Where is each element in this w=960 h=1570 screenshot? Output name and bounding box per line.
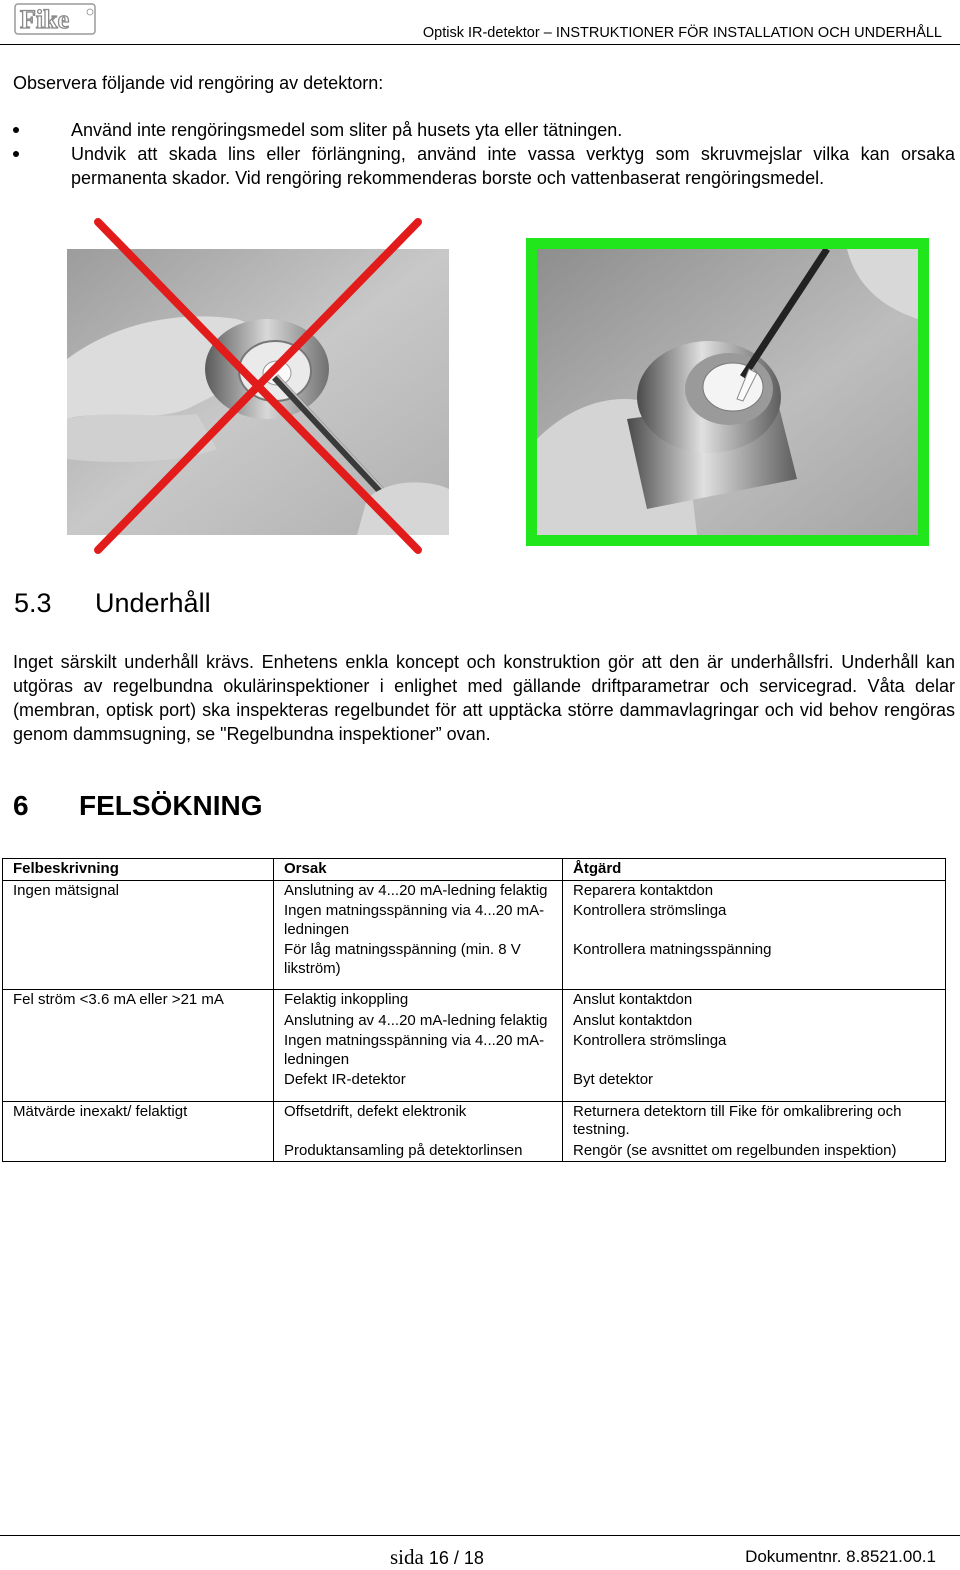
table-cell: Anslutning av 4...20 mA-ledning felaktig [274, 1011, 563, 1032]
table-group-spacer [3, 1091, 946, 1102]
table-group-spacer [3, 979, 946, 990]
table-cell: För låg matningsspänning (min. 8 V likström) [274, 940, 563, 979]
column-header: Felbeskrivning [3, 859, 274, 881]
bullet-icon [13, 127, 19, 133]
table-cell [3, 901, 274, 940]
table-row [3, 1011, 946, 1032]
table-cell: Mätvärde inexakt/ felaktigt [3, 1101, 274, 1141]
header-divider [0, 44, 960, 45]
footer-divider [0, 1535, 960, 1536]
column-header: Åtgärd [563, 859, 946, 881]
svg-text:Fike: Fike [20, 5, 70, 34]
section-5-3-heading [14, 588, 211, 619]
table-cell: Reparera kontaktdon [563, 880, 946, 901]
bullet-icon [13, 151, 19, 157]
page-separator: / [453, 1548, 459, 1568]
header-title: Optisk IR-detektor – INSTRUKTIONER FÖR INSTALLATION OCH UNDERHÅLL [422, 25, 942, 41]
table-header-row [3, 859, 946, 881]
page-indicator [390, 1545, 484, 1570]
table-cell: Ingen matningsspänning via 4...20 mA-ledningen [274, 1031, 563, 1070]
table-cell: Kontrollera strömslinga [563, 901, 946, 940]
section-title: Underhåll [95, 588, 211, 618]
table-row [3, 1141, 946, 1162]
section-6-heading [13, 790, 263, 822]
table-cell: Rengör (se avsnittet om regelbunden inspektion) [563, 1141, 946, 1162]
total-pages: 18 [463, 1548, 484, 1568]
bullet-text: Undvik att skada lins eller förlängning, använd inte vassa verktyg som skruvmejslar vilka kan orsaka permanenta skador. Vid rengöring rekommenderas borste och vattenbaserat rengöringsmedel. [71, 144, 955, 188]
correct-cleaning-photo [526, 238, 929, 546]
table-cell: Fel ström <3.6 mA eller >21 mA [3, 990, 274, 1011]
table-cell: Offsetdrift, defekt elektronik [274, 1101, 563, 1141]
cleaning-bullet-list [13, 118, 955, 190]
table-cell: Felaktig inkoppling [274, 990, 563, 1011]
column-header: Orsak [274, 859, 563, 881]
table-row [3, 880, 946, 901]
table-cell: Ingen matningsspänning via 4...20 mA-ledningen [274, 901, 563, 940]
bullet-item [13, 142, 955, 190]
troubleshooting-table [2, 858, 946, 1162]
table-cell: Anslut kontaktdon [563, 1011, 946, 1032]
table-row [3, 1031, 946, 1070]
table-row [3, 1070, 946, 1091]
table-row [3, 990, 946, 1011]
maintenance-paragraph: Inget särskilt underhåll krävs. Enhetens enkla koncept och konstruktion gör att den är underhållsfri. Underhåll kan utgöras av regelbundna okulärinspektioner i enlighet med gällande driftparametrar och servicegrad. Våta delar (membran, optisk port) ska inspekteras regelbundet för att upptäcka större dammavlagringar och vid behov rengöras genom dammsugning, se "Regelbundna inspektioner” ovan. [13, 652, 955, 744]
wrong-cross-icon [88, 214, 428, 558]
table-cell [3, 1031, 274, 1070]
page-label: sida [390, 1545, 424, 1569]
table-row [3, 1101, 946, 1141]
table-row [3, 940, 946, 979]
table-cell: Anslut kontaktdon [563, 990, 946, 1011]
current-page: 16 [428, 1548, 449, 1568]
table-row [3, 901, 946, 940]
table-cell: Byt detektor [563, 1070, 946, 1091]
section-number: 6 [13, 790, 29, 821]
table-cell: Produktansamling på detektorlinsen [274, 1141, 563, 1162]
table-cell: Ingen mätsignal [3, 880, 274, 901]
table-cell [3, 1011, 274, 1032]
table-cell: Anslutning av 4...20 mA-ledning felaktig [274, 880, 563, 901]
table-cell [3, 1141, 274, 1162]
bullet-item [13, 118, 955, 142]
fike-logo [14, 2, 98, 43]
section-title: FELSÖKNING [79, 790, 263, 821]
table-cell: Defekt IR-detektor [274, 1070, 563, 1091]
table-cell [3, 940, 274, 979]
table-cell: Kontrollera matningsspänning [563, 940, 946, 979]
table-cell: Kontrollera strömslinga [563, 1031, 946, 1070]
section-number: 5.3 [14, 588, 52, 618]
cleaning-intro: Observera följande vid rengöring av detektorn: [13, 73, 384, 93]
table-cell: Returnera detektorn till Fike för omkalibrering och testning. [563, 1101, 946, 1141]
document-number: Dokumentnr. 8.8521.00.1 [745, 1547, 936, 1566]
bullet-text: Använd inte rengöringsmedel som sliter på husets yta eller tätningen. [71, 120, 623, 140]
table-cell [3, 1070, 274, 1091]
